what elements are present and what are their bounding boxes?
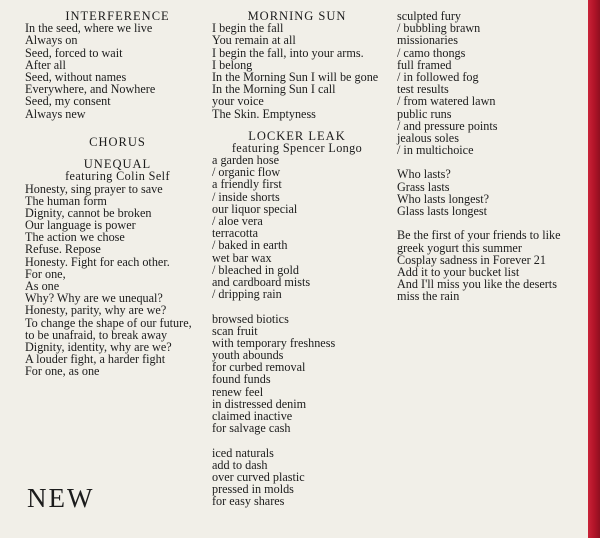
song-title-locker-leak: LOCKER LEAK (248, 128, 346, 143)
lyric-line: For one, as one (25, 364, 100, 379)
lyric-line: I begin the fall, into your arms. (212, 45, 364, 60)
lyric-line: in distressed denim (212, 396, 307, 411)
lyric-line: Who lasts longest? (397, 191, 490, 206)
lyric-line: for salvage cash (212, 421, 291, 436)
featuring-credit-locker-leak: featuring Spencer Longo (231, 140, 363, 155)
lyrics-locker-leak-part-1 (212, 154, 392, 300)
lyric-line: A louder fight, a harder fight (25, 352, 166, 367)
lyric-line: / dripping rain (212, 287, 282, 302)
lyric-line: test results (397, 82, 449, 97)
lyric-line: In the seed, where we live (25, 21, 153, 36)
lyric-line: greek yogurt this summer (397, 240, 522, 255)
lyrics-unequal (25, 183, 210, 378)
lyric-line: Cosplay sadness in Forever 21 (397, 252, 546, 267)
lyric-line: Add it to your bucket list (397, 264, 520, 279)
lyric-line: I begin the fall (212, 21, 284, 36)
lyric-line: Seed, forced to wait (25, 45, 123, 60)
lyric-line: In the Morning Sun I call (212, 82, 336, 97)
lyric-line: Seed, my consent (25, 94, 111, 109)
lyric-line: a garden hose (212, 153, 280, 168)
lyric-line: pressed in molds (212, 482, 294, 497)
lyric-line: over curved plastic (212, 469, 305, 484)
lyric-line: To change the shape of our future, (25, 315, 192, 330)
lyric-line: Refuse. Repose (25, 242, 101, 257)
lyric-line: The Skin. Emptyness (212, 106, 316, 121)
song-title-unequal: UNEQUAL (83, 157, 152, 172)
lyric-line: Always on (25, 33, 78, 48)
chorus-heading: CHORUS (89, 134, 146, 149)
lyric-line: Honesty, sing prayer to save (25, 181, 163, 196)
lyric-line: your voice (212, 94, 264, 109)
lyric-line: / organic flow (212, 165, 281, 180)
lyrics-interference (25, 22, 210, 120)
new-label: NEW (27, 483, 95, 513)
lyric-line: Honesty. Fight for each other. (25, 254, 170, 269)
lyric-line: / and pressure points (397, 118, 498, 133)
lyric-line: sculpted fury (397, 9, 461, 23)
lyric-line: I belong (212, 57, 253, 72)
lyric-line: As one (25, 279, 60, 293)
lyric-line: public runs (397, 106, 452, 121)
lyric-line: found funds (212, 372, 271, 387)
lyric-line: / bubbling brawn (397, 21, 481, 36)
lyric-line: Who lasts? (397, 167, 451, 182)
lyric-line: our liquor special (212, 201, 298, 216)
lyric-line: / in multichoice (397, 143, 474, 158)
lyric-line: renew feel (212, 384, 264, 399)
featuring-credit-unequal: featuring Colin Self (65, 169, 170, 184)
lyric-line: miss the rain (397, 289, 460, 304)
lyrics-morning-sun (212, 22, 392, 120)
lyric-line: / in followed fog (397, 69, 479, 84)
lyric-line: The human form (25, 193, 107, 208)
lyric-line: with temporary freshness (212, 335, 336, 350)
song-title-morning-sun: MORNING SUN (247, 9, 347, 23)
lyric-line: to be unafraid, to break away (25, 327, 168, 342)
lyric-line: terracotta (212, 226, 259, 241)
lyrics-column-3-part-3 (397, 229, 582, 302)
lyric-line: Why? Why are we unequal? (25, 291, 163, 306)
lyrics-locker-leak-part-2 (212, 313, 392, 435)
lyric-line: The action we chose (25, 230, 125, 245)
lyric-line: full framed (397, 57, 452, 72)
lyric-line: Dignity, cannot be broken (25, 205, 152, 220)
lyric-line: add to dash (212, 457, 268, 472)
lyric-line: / from watered lawn (397, 94, 496, 109)
lyric-line: wet bar wax (212, 250, 272, 265)
lyric-line: In the Morning Sun I will be gone (212, 69, 379, 84)
lyric-line: / bleached in gold (212, 262, 299, 277)
lyric-line: And I'll miss you like the deserts (397, 277, 557, 292)
lyrics-column-3-part-1 (397, 10, 582, 156)
lyrics-column-1 (25, 6, 210, 378)
lyric-line: / camo thongs (397, 45, 466, 60)
lyric-line: After all (25, 57, 66, 72)
lyric-line: Glass lasts longest (397, 204, 488, 218)
lyric-line: missionaries (397, 33, 458, 48)
lyric-line: / inside shorts (212, 189, 280, 204)
lyric-line: Always new (25, 106, 86, 121)
lyrics-column-3-part-2 (397, 168, 582, 217)
song-title-interference: INTERFERENCE (65, 9, 170, 23)
lyric-line: Be the first of your friends to like (397, 228, 561, 243)
lyric-line: Seed, without names (25, 69, 127, 84)
lyric-line: / aloe vera (212, 214, 263, 229)
lyric-line: a friendly first (212, 177, 282, 192)
lyrics-column-3 (397, 6, 582, 303)
lyric-line: Everywhere, and Nowhere (25, 82, 156, 97)
lyric-line: browsed biotics (212, 311, 289, 326)
red-cover-edge (588, 0, 600, 538)
lyric-line: Dignity, identity, why are we? (25, 339, 172, 354)
lyric-line: for curbed removal (212, 360, 306, 375)
lyrics-locker-leak-part-3 (212, 447, 392, 508)
lyric-line: You remain at all (212, 33, 296, 48)
lyric-line: Our language is power (25, 218, 136, 233)
lyric-line: claimed inactive (212, 409, 293, 424)
lyric-line: For one, (25, 266, 66, 281)
lyric-line: iced naturals (212, 445, 274, 460)
lyric-line: and cardboard mists (212, 274, 311, 289)
lyric-line: scan fruit (212, 323, 258, 338)
lyric-line: jealous soles (397, 130, 459, 145)
lyric-line: Honesty, parity, why are we? (25, 303, 167, 318)
lyric-line: for easy shares (212, 494, 285, 509)
lyric-line: youth abounds (212, 348, 284, 363)
lyric-line: / baked in earth (212, 238, 288, 253)
lyric-line: Grass lasts (397, 179, 450, 194)
lyrics-column-2 (212, 6, 392, 508)
